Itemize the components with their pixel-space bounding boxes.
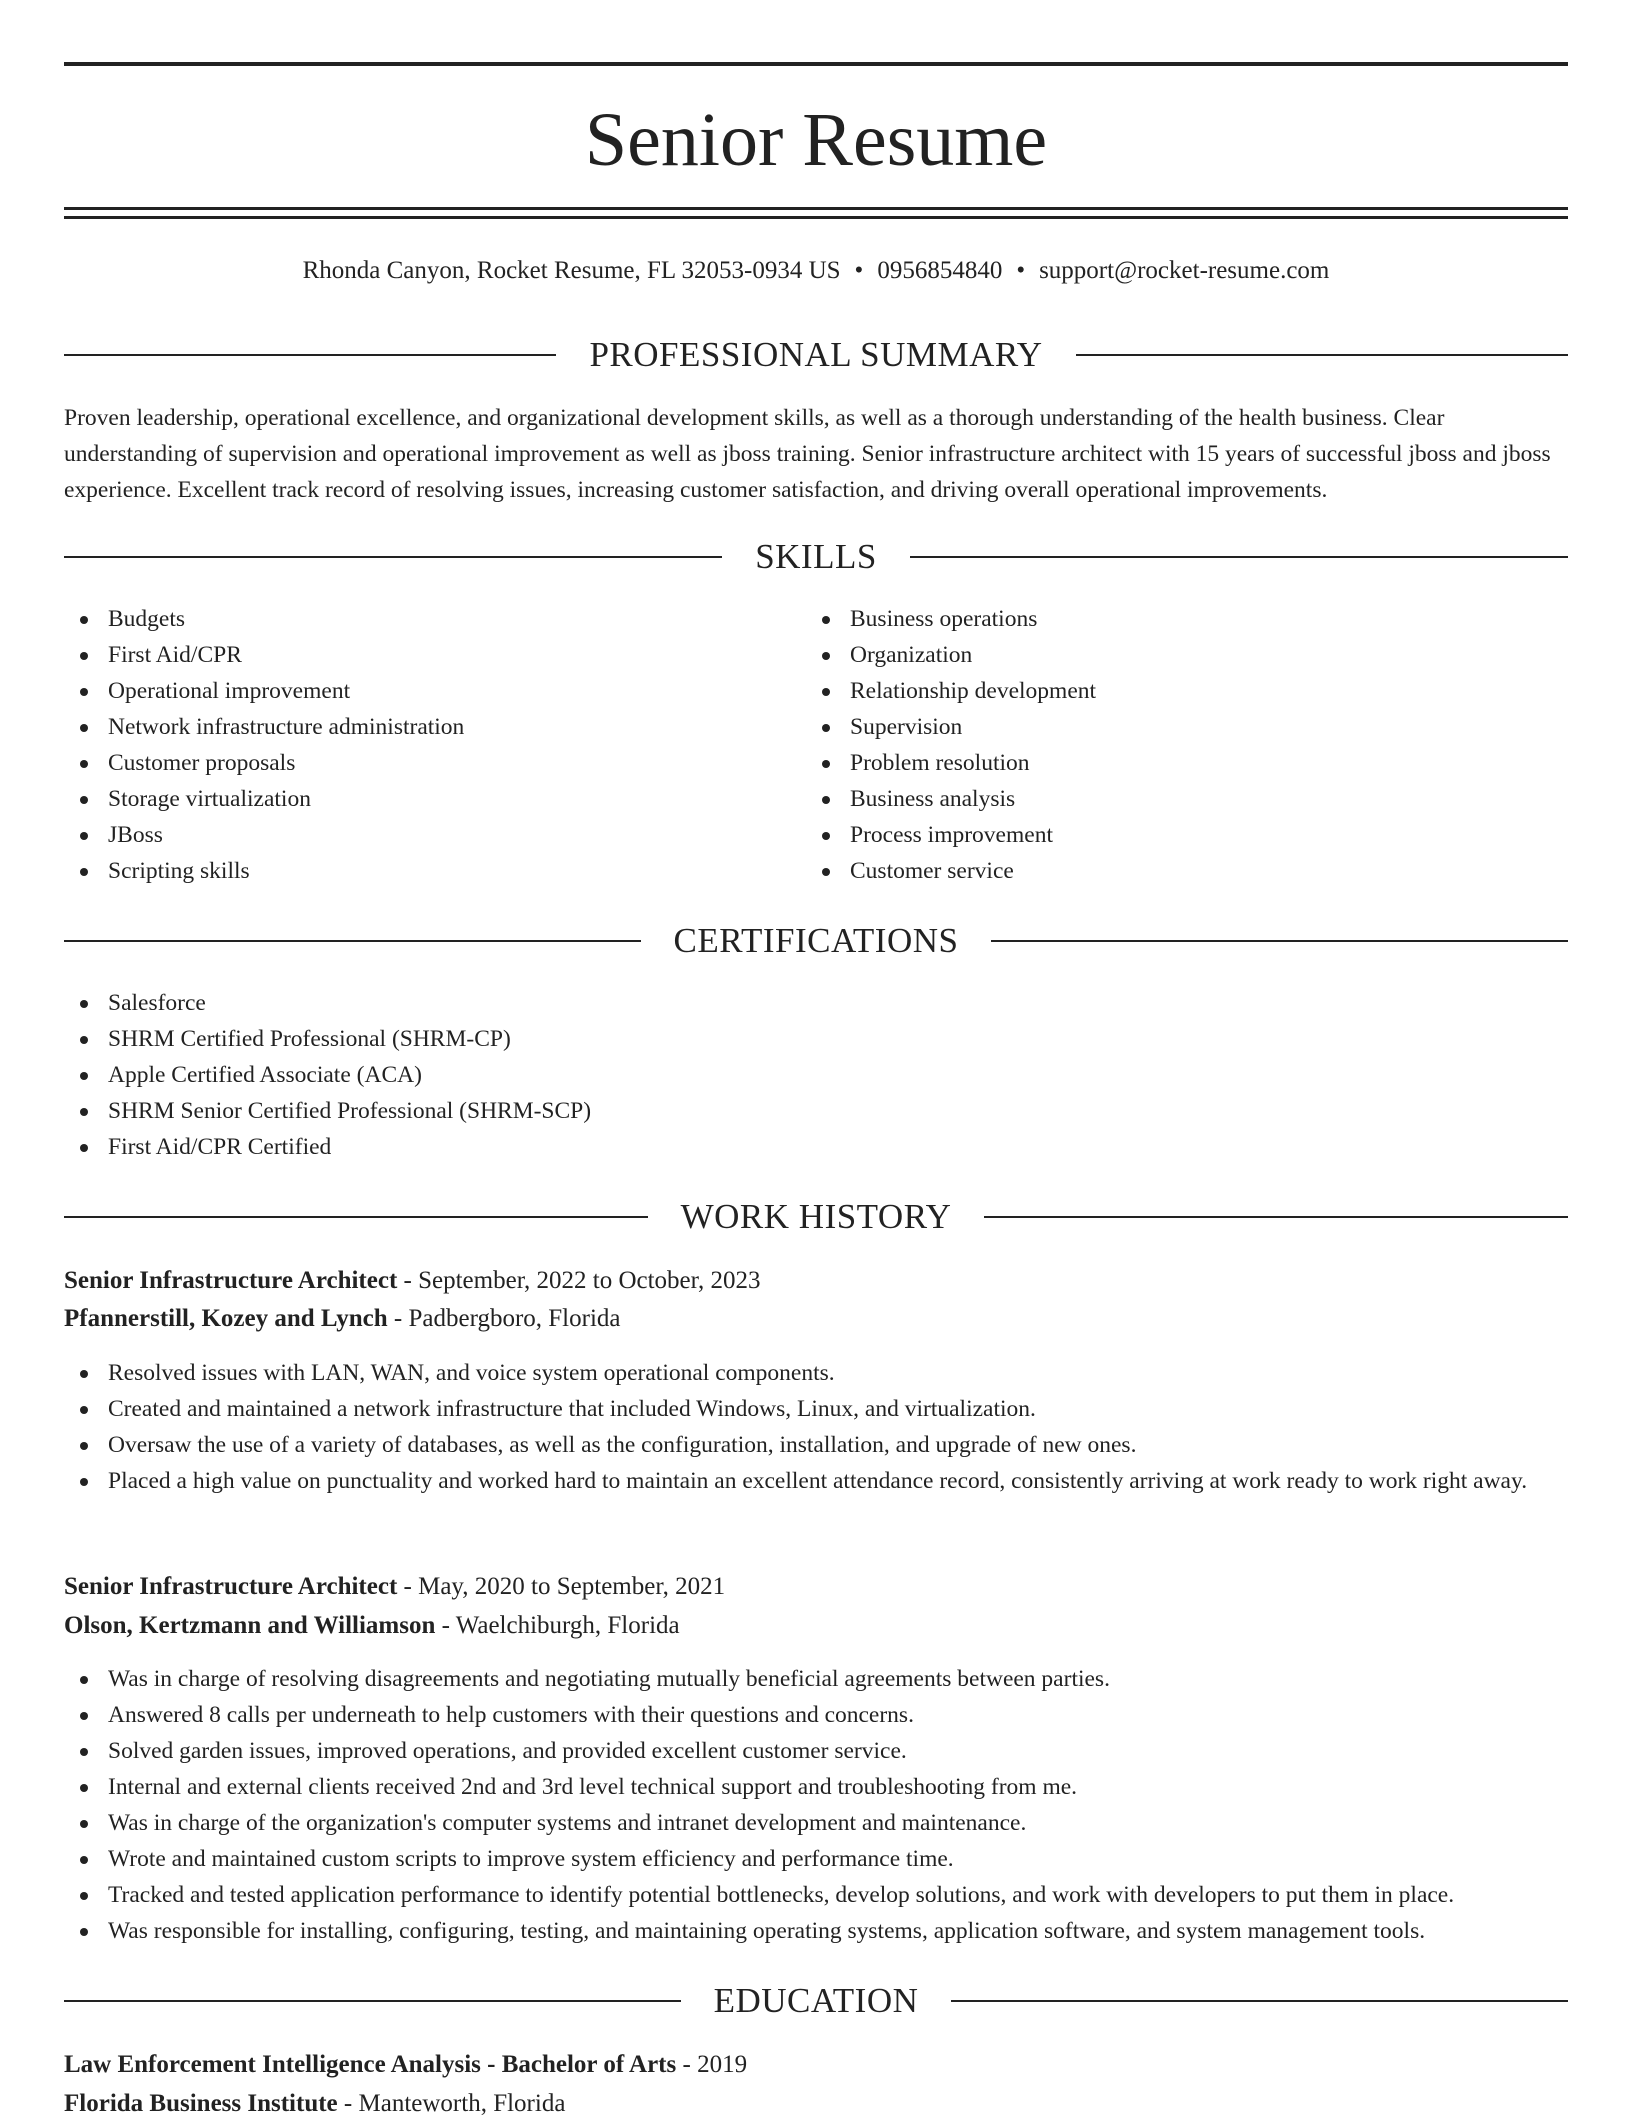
skill-item: Process improvement [806,817,1568,853]
skill-item: Organization [806,637,1568,673]
job-bullets [64,1661,1568,1949]
skill-item: Network infrastructure administration [64,709,806,745]
education-location: Manteworth, Florida [358,2090,566,2117]
skill-item: Operational improvement [64,673,806,709]
heading-rule-right [991,940,1568,942]
job-bullet: Was responsible for installing, configuring, testing, and maintaining operating systems, application software, and system management tools. [64,1913,1568,1949]
job-dates: May, 2020 to September, 2021 [418,1573,726,1600]
job-title: Senior Infrastructure Architect [64,1573,398,1600]
job-company-line [64,1607,1568,1645]
job-bullet: Wrote and maintained custom scripts to improve system efficiency and performance time. [64,1841,1568,1877]
heading-rule-right [951,2000,1568,2002]
education-year: 2019 [697,2051,748,2078]
work-history-heading [64,1195,1568,1239]
skill-item: Business analysis [806,781,1568,817]
contact-separator: • [854,257,864,284]
heading-rule-left [64,556,722,558]
job-location: Waelchiburgh, Florida [455,1612,680,1639]
skill-item: Relationship development [806,673,1568,709]
certifications-heading-label: CERTIFICATIONS [673,921,959,960]
certification-item: First Aid/CPR Certified [64,1129,1568,1165]
contact-line [64,254,1568,288]
skill-item: Storage virtualization [64,781,806,817]
skill-item: Budgets [64,601,806,637]
header-rule-lower [64,216,1568,219]
education-dash: - [676,2051,698,2078]
education-heading-label: EDUCATION [713,1981,919,2020]
summary-heading [64,333,1568,377]
job-company: Pfannerstill, Kozey and Lynch [64,1305,388,1332]
certification-item: Salesforce [64,985,1568,1021]
job-title-line [64,1568,1568,1606]
job-dates: September, 2022 to October, 2023 [418,1267,761,1294]
job-company: Olson, Kertzmann and Williamson [64,1612,436,1639]
education-degree-line [64,2046,1568,2084]
skills-list-right [806,601,1568,889]
job-bullet: Placed a high value on punctuality and worked hard to maintain an excellent attendance record, consistently arriving at work ready to work right away. [64,1463,1568,1499]
certification-item: SHRM Senior Certified Professional (SHRM-SCP) [64,1093,1568,1129]
heading-rule-left [64,940,641,942]
job-dash: - [387,1305,409,1332]
header-rule-upper [64,207,1568,210]
job-bullet: Answered 8 calls per underneath to help customers with their questions and concerns. [64,1697,1568,1733]
contact-phone: 0956854840 [877,257,1003,284]
summary-text: Proven leadership, operational excellence, and organizational development skills, as well as a thorough understanding of the health business. Clear understanding of supervision and operational improvement as well as jboss training. Senior infrastructure architect with 15 years of successful jboss and jboss experience. Excellent track record of resolving issues, increasing customer satisfaction, and driving overall operational improvements. [64,405,1551,503]
job-bullets [64,1355,1568,1499]
skill-item: Problem resolution [806,745,1568,781]
job-bullet: Created and maintained a network infrastructure that included Windows, Linux, and virtualization. [64,1391,1568,1427]
heading-rule-right [910,556,1568,558]
contact-separator: • [1016,257,1026,284]
skill-item: Scripting skills [64,853,806,889]
heading-rule-left [64,2000,681,2002]
certifications-heading [64,919,1568,963]
certification-item: Apple Certified Associate (ACA) [64,1057,1568,1093]
skill-item: First Aid/CPR [64,637,806,673]
job-bullet: Was in charge of resolving disagreements and negotiating mutually beneficial agreements between parties. [64,1661,1568,1697]
skill-item: Customer service [806,853,1568,889]
job-dash: - [435,1612,456,1639]
certifications-list [64,985,1568,1165]
heading-rule-right [1076,354,1568,356]
job-dash: - [397,1267,419,1294]
certification-item: SHRM Certified Professional (SHRM-CP) [64,1021,1568,1057]
heading-rule-right [984,1216,1568,1218]
job-title-line [64,1262,1568,1300]
education-school: Florida Business Institute [64,2090,338,2117]
job-bullet: Tracked and tested application performance to identify potential bottlenecks, develop solutions, and work with developers to put them in place. [64,1877,1568,1913]
job-bullet: Internal and external clients received 2nd and 3rd level technical support and troubleshooting from me. [64,1769,1568,1805]
skills-heading [64,535,1568,579]
contact-email: support@rocket-resume.com [1039,257,1330,284]
education-school-line [64,2085,1568,2123]
job-company-line [64,1300,1568,1338]
contact-address: Rhonda Canyon, Rocket Resume, FL 32053-0934 US [302,257,841,284]
job-title: Senior Infrastructure Architect [64,1267,398,1294]
job-location: Padbergboro, Florida [408,1305,621,1332]
header-top-rule [64,62,1568,66]
job-bullet: Was in charge of the organization's computer systems and intranet development and maintenance. [64,1805,1568,1841]
skills-heading-label: SKILLS [755,537,877,576]
skill-item: Business operations [806,601,1568,637]
heading-rule-left [64,1216,648,1218]
work-history-heading-label: WORK HISTORY [680,1197,952,1236]
job-dash: - [397,1573,419,1600]
skill-item: JBoss [64,817,806,853]
job-bullet: Resolved issues with LAN, WAN, and voice system operational components. [64,1355,1568,1391]
page-title: Senior Resume [584,98,1048,182]
heading-rule-left [64,354,556,356]
education-degree: Law Enforcement Intelligence Analysis - Bachelor of Arts [64,2051,677,2078]
summary-heading-label: PROFESSIONAL SUMMARY [589,335,1043,374]
job-bullet: Oversaw the use of a variety of databases, as well as the configuration, installation, and upgrade of new ones. [64,1427,1568,1463]
education-dash: - [337,2090,359,2117]
skill-item: Customer proposals [64,745,806,781]
education-heading [64,1979,1568,2023]
skill-item: Supervision [806,709,1568,745]
skills-list-left [64,601,806,889]
job-bullet: Solved garden issues, improved operations, and provided excellent customer service. [64,1733,1568,1769]
